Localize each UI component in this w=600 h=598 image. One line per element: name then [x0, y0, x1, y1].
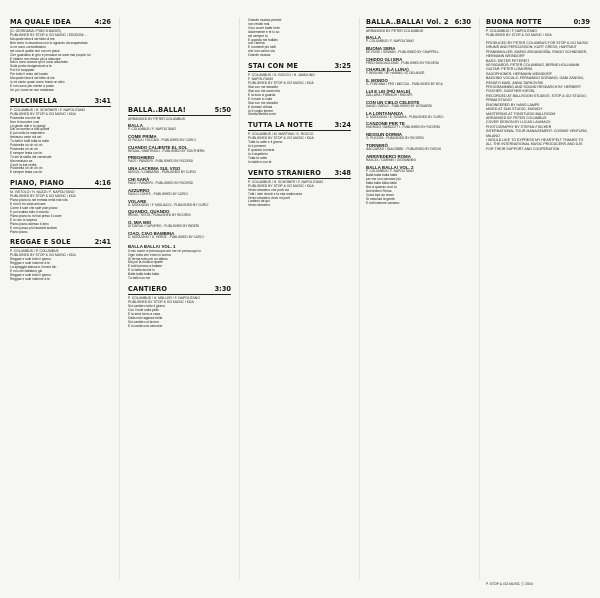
song-credit: F. NAPOLITANO — [248, 77, 274, 82]
medley-title: TORNERÒ — [366, 142, 388, 148]
medley-credit: F. BROUNS / W. HARING / B. DELANOË — [366, 71, 425, 76]
song-title: BUONA NOTTE — [486, 18, 542, 26]
medley-title: NESSUN DORMA — [366, 132, 403, 138]
column-5 — [486, 18, 590, 584]
column-divider — [359, 18, 360, 580]
song-pulcinella — [10, 97, 111, 176]
song-duration: 4:26 — [94, 18, 111, 26]
medley-item — [366, 143, 471, 152]
medley-item — [128, 166, 231, 175]
song-header — [10, 238, 111, 248]
song-header — [248, 169, 351, 179]
album-credits: PRODUCED BY PETER COLUMBUS FOR STOP & GO MUSIC DRUMS AND PERCUSSION: KURT CRESS, HARTMUT PFANNMÜLLER, MARIO ARGANDOÑA, RINGO SCHNEIDER, HERMANN WEINDORF BASS: DIETER PETEREIT KEYBOARDS: PETER COLUMBUS, BERND HOLLMANN GUITAR: PETER LOMORRA SAXOPHONES: HERMANN WEINDORF BACKING VOCALS: FERNANDO SORIANO, GABI ZANONI, RENATO MASI, ANNA TARKOVSKI PROGRAMMING AND SOUND RESEARCH BY HERBERT FISCHER, GÜNTHER KIESSL RECORDED AT BALLROOM STUDIOS, STOP & GO STUDIO, PRIMA STUDIO ENGINEERED BY HANS LAMPE MIXED AT SUN STUDIO, MUNICH MASTERING AT TONSTUDIO BALLROOM ARRANGED BY PETER COLUMBUS COVER DESIGN BY LUCAS LAUMACK PHOTOGRAPHY BY STEFAN FISCHER INTERNATIONAL TOUR MANAGEMENT: COSIMO VENTURA, MILANO I WOULD LIKE TO EXPRESS MY HEARTFELT THANKS TO ALL THE INTERNATIONAL MUSIC PRODUCERS AND DJS FOR THEIR SUPPORT AND COOPERATION — [486, 41, 589, 151]
song-lyrics: Stai con me stanotte Stai con me sarai mia E la luna ci guarda E il mare ci culla Stai con me stanotte E domani chissà Io ti voglio tenere Stretta stretta a me — [248, 85, 280, 117]
medley-title: CON UN CIELO CELESTE — [366, 99, 420, 105]
song-lyrics: Grande musica perché non resisti mai il tuo cuore batte forte dolcemente e te lo so sei sempre tu E quando sei ballato con l'anima E momenti più belli che non vanno via Grande musica — [248, 18, 282, 58]
song-credit: ARRANGED BY PETER COLUMBUS — [366, 29, 424, 33]
song-credit: P. COLUMBUS / H. SCHÖNER / F. NAPOLITANO — [248, 179, 324, 184]
song-lyrics: Ma quale idea ti sei fatto di me Beh certo in discoteca con lo sguardo da scapestrato io ne sono convintissimo sei una di quelle che non mi piace Che guardano in giro e pensano se sarà mai proprio lui E intanto non riesco più a staccare Ma io sono ancora qui e sono allucinato Sulla porta rivolgendomi a te Poi ti è scappato Per tutto il resto del locale Ma quale idea ti sei fatto di me Io mi sento quasi come fosse un altro E non sono per niente a posto Un po' come se non esistesse — [10, 37, 91, 92]
song-credit: PUBLISHED BY STOP & GO MUSIC / KDA — [10, 194, 76, 199]
medley-item — [128, 177, 231, 186]
song-title: TUTTA LA NOTTE — [248, 121, 314, 130]
medley-item — [366, 132, 471, 141]
song-balla-balla-vol-2 — [366, 18, 471, 206]
song-duration: 0:39 — [573, 18, 590, 26]
song-credit: PUBLISHED BY STOP & GO MUSIC / KDA — [248, 81, 314, 86]
song-credit: PUBLISHED BY STOP & GO MUSIC / KDA — [486, 33, 552, 37]
song-header — [248, 62, 351, 72]
song-ma-quale-idea — [10, 18, 111, 93]
song-credit: P. COLUMBUS / F. NAPOLITANO — [486, 29, 537, 33]
medley-credit: D. MODUGNO / D. VERDE - PUBLISHED BY CURCI — [128, 234, 204, 239]
medley-item — [128, 123, 231, 132]
medley-credit: DALLARA / FRANCHI / RIDOLFI — [366, 92, 413, 97]
song-duration: 5:50 — [214, 106, 231, 114]
song-credit: PUBLISHED BY STOP & GO MUSIC / KDA — [248, 183, 314, 188]
song-duration: 6:30 — [454, 18, 471, 26]
medley-item — [366, 111, 471, 120]
song-title: PIANO, PIANO — [10, 179, 65, 188]
song-tutta-la-notte — [248, 121, 351, 164]
column-divider — [479, 18, 480, 580]
medley-credit: DI PAOLA / TACCANI - PUBLISHED BY CURCI — [128, 137, 196, 142]
medley-item — [128, 220, 231, 229]
song-lyrics: Sul cantiero tutto il giorno Con il sole sulla pelle E la sera torno a casa Dalla mia ragazza bella Sul cantiero si lavora E si canta una canzone — [128, 304, 166, 328]
medley-title: QUANDO, QUANDO — [128, 209, 170, 215]
medley-credit: PACE / PANZERI - PUBLISHED BY RICORDI — [128, 159, 194, 164]
medley-credit: PACE / PANZERI - PUBLISHED BY RICORDI — [128, 180, 194, 185]
song-title: PULCINELLA — [10, 96, 58, 105]
song-header — [248, 121, 351, 131]
song-duration: 2:41 — [94, 238, 111, 247]
song-vento-straniero — [248, 169, 351, 209]
song-credit: P. COLUMBUS / H. SCHÖNER / F. NAPOLITANO — [10, 107, 86, 112]
song-reggae-e-sole — [10, 238, 111, 281]
song-header — [10, 179, 111, 189]
medley-title: CHIDDO GLI ERA — [366, 56, 403, 62]
song-credit: P. COLUMBUS / M. MARTINA / G. ROCCO — [248, 132, 314, 137]
section-title: BALLA BALLA! VOL. 1 — [128, 243, 176, 249]
song-credit: PUBLISHED BY STOP & GO MUSIC / KDA — [10, 111, 76, 116]
song-duration: 3:41 — [94, 96, 111, 105]
song-header — [10, 18, 111, 28]
medley-credit: P. COLUMBUS / F. NAPOLITANO — [366, 168, 414, 173]
medley-item — [366, 165, 471, 174]
medley-title: CANZONE PER TE — [366, 121, 405, 127]
song-header — [128, 285, 231, 295]
medley-item — [366, 100, 471, 109]
medley-title: AZZURRO — [128, 187, 150, 193]
medley-title: BALLA BALLA! VOL. 2 — [366, 164, 414, 170]
medley-credit: NACCARATI / GIACOBBE - PUBLISHED BY DISCHI — [366, 146, 442, 151]
song-credit: (G. GIORDANA / PINO D'ANGIÒ) — [10, 29, 61, 33]
song-title: STAI CON ME — [248, 62, 299, 71]
song-credit: P. COLUMBUS / H. MÜLLER / F. NAPOLITANO — [128, 296, 200, 301]
medley-credit: RIGUAL / MARTINOLI - PUBLISHED BY SOUTHERN — [128, 148, 205, 153]
medley-title: CHI SARÀ — [128, 176, 150, 182]
song-lyrics: Pulcinella ma che fai Non ti muovere cosi La gente ride e tu piangi Dai un sorriso a tutti quanti E poi sotto la maschera Nessuno vede chi sei Tu balli e balli tutta la notte Pulcinella oh oh oh oh Pulcinella oh oh oh E sempre festa con te Tu sei la stella del carnevale Ma nessuno sa Cos'è la tua verità Pulcinella oh oh oh oh E sempre festa con te — [10, 115, 52, 175]
song-credit: P. COLUMBUS / P. COLUMBUS — [10, 249, 59, 254]
medley-title: IL MONDO — [366, 78, 388, 84]
medley-credit: P. COLUMBUS / F. NAPOLITANO — [366, 39, 414, 43]
medley-item — [366, 154, 471, 163]
medley-title: VOLARE — [128, 198, 147, 204]
song-credit: P. COLUMBUS / G. ROCCO / H. JANDLING — [248, 73, 315, 78]
medley-title: CIAO, CIAO BAMBINA — [128, 230, 175, 236]
song-credit: PUBLISHED BY STOP & GO MUSIC / EDIZIONI ... — [10, 33, 88, 37]
medley-title: PREGHIERO — [128, 155, 155, 161]
song-credit: PUBLISHED BY STOP & GO MUSIC / KDA — [248, 136, 314, 141]
song-credit: PUBLISHED BY STOP & GO MUSIC / KDA — [128, 300, 194, 305]
song-duration: 4:16 — [94, 179, 111, 188]
medley-credit: D. MODUGNO / F. MIGLIACCI - PUBLISHED BY CURCI — [128, 202, 209, 207]
song-lyrics: Balla balla balla balla per me non pensare più balla balla balla balla fino a quando vuoi tu Arrivederci Roma Good bye au revoir Si mescola la gente E tutti insieme cantano — [366, 173, 401, 205]
song-stai-con-me — [248, 62, 351, 117]
medley-item — [366, 57, 471, 66]
medley-credit: G. FONTANA / PES / MECCIA - PUBLISHED BY RCA — [366, 82, 443, 87]
medley-item — [128, 145, 231, 154]
song-title: CANTIERO — [128, 285, 168, 294]
song-header — [486, 18, 590, 28]
song-lyrics: Vento straniero che porti via Tutti i miei ricordi e la mia malinconia Vento straniero dove mi porti Lontano da qui Vento straniero — [248, 187, 302, 208]
column-divider — [119, 18, 120, 580]
medley-title: BUONA SERA — [366, 45, 396, 51]
medley-item — [366, 46, 471, 55]
medley-credit: DE ROSE / SIGMAN - PUBLISHED BY CHAPPELL — [366, 49, 440, 54]
medley-credit: RENIS / TESTA - PUBLISHED BY RICORDI — [128, 213, 191, 218]
medley-credit: FRED BUSCAGLIONE - PUBLISHED BY RICORDI — [366, 60, 439, 65]
copyright-footer: P. STOP & GO MUSIC Ⓒ 2004 — [486, 582, 533, 586]
song-balla-balla-vol-1 — [128, 244, 231, 281]
song-title: MA QUALE IDEA — [10, 18, 71, 26]
medley-credit: MOGOL / LOMBARDI - PUBLISHED BY CURCI — [128, 170, 197, 175]
column-2 — [128, 18, 231, 584]
song-header — [366, 18, 471, 28]
medley-title: CHARLIE (LA LUNA) — [366, 67, 409, 73]
medley-item — [366, 89, 471, 98]
song-buona-notte — [486, 18, 590, 37]
medley-item — [128, 231, 231, 240]
medley-item — [366, 78, 471, 87]
song-title: BALLA..BALLA! — [128, 106, 187, 114]
song-credit: ARRANGED BY PETER COLUMBUS — [128, 117, 186, 121]
medley-item — [366, 35, 471, 44]
medley-item — [366, 67, 471, 76]
song-title: REGGAE E SOLE — [10, 238, 71, 247]
medley-credit: P. COLUMBUS / F. NAPOLITANO — [128, 127, 176, 131]
column-4 — [366, 18, 471, 584]
medley-title: CUANDO CALIENTE EL SOL — [128, 144, 188, 150]
song-title: VENTO STRANIERO — [248, 168, 322, 177]
medley-title: LUI E LEI (PIÙ MALE) — [366, 88, 411, 94]
medley-credit: D. MODUGNO / E. ROMANI - PUBLISHED BY CURCI — [366, 114, 444, 119]
song-duration: 3:25 — [334, 62, 351, 71]
song-lyrics: Tutta la notte e il giorno Io ti penserò E quando tornerai Io ti aspetterò Tutta la notte Io ballerò con te — [248, 140, 283, 164]
medley-credit: RASCEL / GARINEI / GIOVANNINI — [366, 157, 416, 162]
song-balla-balla — [128, 106, 231, 240]
song-duration: 3:30 — [214, 285, 231, 294]
song-lyrics: Reggae e sole tutto il giorno Reggae e sole insieme a te La spiaggia bianca e il mare blu E noi che balliamo giù Reggae e sole tutto il giorno Reggae e sole insieme a te — [10, 257, 57, 281]
medley-credit: ENDRIGO / BARDOTTI - PUBLISHED BY RICORDI — [366, 125, 440, 130]
medley-credit: DANZI / ZARLO - PUBLISHED BY LEONARDI — [366, 103, 433, 108]
medley-title: O, MIA MIO — [128, 220, 152, 226]
medley-item — [128, 188, 231, 197]
medley-item — [366, 121, 471, 130]
medley-title: COME PRIMA — [128, 133, 157, 139]
medley-credit: G. PUCCINI - PUBLISHED BY RICORDI — [366, 136, 424, 141]
column-divider — [239, 18, 240, 580]
medley-item — [128, 155, 231, 164]
song-credit: M. VISTOLO / H. NUZZI / F. NAPOLITANO — [10, 190, 75, 195]
column-3 — [248, 18, 351, 584]
song-credit: PUBLISHED BY STOP & GO MUSIC / KDA — [10, 253, 76, 258]
song-duration: 3:24 — [334, 121, 351, 130]
song-duration: 3:48 — [334, 168, 351, 177]
medley-title: UNA LACRIMA SUL VISO — [128, 166, 181, 172]
column-1 — [10, 18, 111, 584]
medley-title: LA LONTANANZA — [366, 110, 404, 116]
lyrics-continued — [248, 19, 351, 58]
song-lyrics: Il mio nome vi preoccupa non me ne preoccupo io Ogni volta che entro in scena Si ferma tutto per un attimo Ma poi la musica riparte E tutti tornano a ballare E io balla anche io Balla balla balla balla Tu balli con me — [128, 248, 201, 281]
song-piano-piano — [10, 179, 111, 234]
medley-title: ARRIVEDERCI ROMA — [366, 153, 411, 159]
medley-item — [128, 199, 231, 208]
medley-item — [128, 209, 231, 218]
medley-title: BALLA — [128, 123, 143, 128]
medley-title: BALLA — [366, 35, 381, 40]
song-header — [128, 106, 231, 116]
medley-item — [128, 134, 231, 143]
song-header — [10, 97, 111, 107]
medley-credit: PAOLO CONTE - PUBLISHED BY CURCI — [128, 191, 188, 196]
medley-credit: DI CAPUA / CAPURRO - PUBLISHED BY BIDERI — [128, 224, 199, 229]
song-title: BALLA..BALLA! Vol. 2 — [366, 18, 449, 26]
song-lyrics: Piano piano tu sei entrata nella mia vita E non ti ho vista arrivare Come il sole che sale pian piano E poi scalda tutto il mondo Piano piano tu mi hai preso il cuore E io non lo sapevo Piano piano adesso ti amo E non posso più lasciarti andare Piano piano — [10, 198, 68, 234]
song-cantiero — [128, 285, 231, 328]
spacer — [128, 18, 231, 106]
